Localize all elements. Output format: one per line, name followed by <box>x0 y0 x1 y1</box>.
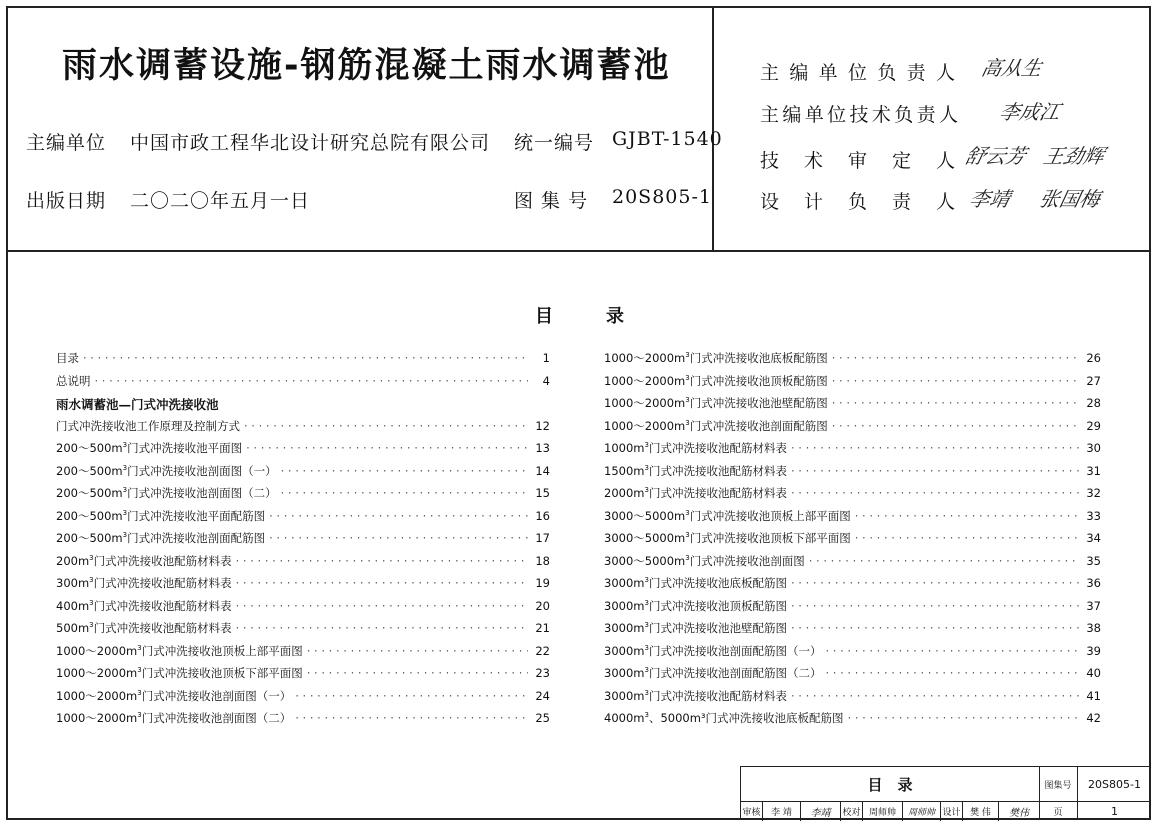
toc-entry-title-unit-exponent: 3 <box>644 441 649 450</box>
toc-entry-title-rest: 门式冲洗接收池顶板配筋图 <box>648 598 787 613</box>
toc-entry-title-volume: 1000～2000m <box>604 351 686 365</box>
toc-entry-title-rest: 门式冲洗接收池底板配筋图 <box>689 351 828 365</box>
toc-entry-title-volume: 3000～5000m <box>604 508 686 523</box>
toc-dot-leader <box>832 396 1079 410</box>
toc-entry-title <box>604 620 787 636</box>
toc-entry-title-volume: 200～500m <box>56 441 123 455</box>
toc-entry-title-rest: 门式冲洗接收池顶板下部平面图 <box>689 531 851 545</box>
toc-entry-title <box>604 350 828 366</box>
toc-dot-leader <box>855 531 1079 545</box>
toc-page-number: 20 <box>535 598 550 613</box>
toc-entry-title-volume: 3000m <box>604 666 645 680</box>
toc-entry-title-volume: 1000～2000m <box>56 711 138 725</box>
toc-entry-title-unit-exponent: 3 <box>644 666 649 675</box>
code-label: 统一编号 <box>514 132 595 154</box>
tb-review-signature: 李靖 <box>801 801 841 821</box>
toc-entry-title-unit-exponent: 3 <box>137 711 142 720</box>
toc-entry-title-volume: 3000m <box>604 688 645 703</box>
toc-entry-title-rest: 门式冲洗接收池剖面配筋图（一） <box>648 643 822 658</box>
toc-entry <box>604 418 1101 441</box>
toc-entry <box>56 485 550 508</box>
responsible-row <box>760 100 958 127</box>
tb-page-value: 1 <box>1111 804 1118 818</box>
toc-entry-title-volume: 1000～2000m <box>56 688 138 703</box>
toc-entry-title-rest: 门式冲洗接收池配筋材料表 <box>93 576 232 590</box>
toc-dot-leader <box>855 509 1079 523</box>
toc-page-number: 31 <box>1086 463 1101 478</box>
toc-entry <box>56 508 550 531</box>
toc-entry <box>604 643 1101 666</box>
toc-entry-title <box>604 418 828 434</box>
toc-entry-title-unit-exponent: 3 <box>685 396 690 405</box>
toc-entry-title <box>56 530 265 546</box>
toc-entry-title-unit-exponent: 3 <box>644 643 649 652</box>
tb-check-label: 校对 <box>841 801 863 821</box>
toc-entry-title-volume: 200～500m <box>56 463 123 478</box>
tb-review-label: 审核 <box>741 801 763 821</box>
toc-entry <box>604 350 1101 373</box>
toc-page-number: 37 <box>1086 598 1101 613</box>
toc-page-number: 27 <box>1086 373 1101 388</box>
toc-dot-leader <box>236 599 528 613</box>
toc-entry <box>604 688 1101 711</box>
responsible-label: 主编单位负责人 <box>760 62 955 84</box>
toc-entry <box>604 373 1101 396</box>
toc-entry <box>604 440 1101 463</box>
toc-entry <box>56 598 550 621</box>
tb-check-name: 周师帅 <box>863 801 903 821</box>
toc-heading-char: 录 <box>606 306 624 327</box>
toc-dot-leader <box>236 621 528 635</box>
toc-entry-title-rest: 、5000m³门式冲洗接收池底板配筋图 <box>648 711 844 725</box>
toc-entry-title-rest: 门式冲洗接收池配筋材料表 <box>93 598 232 613</box>
toc-entry-title-unit-exponent: 3 <box>685 418 690 427</box>
toc-entry-title-rest: 门式冲洗接收池底板配筋图 <box>648 576 787 590</box>
toc-page-number: 24 <box>535 688 550 703</box>
responsible-row <box>760 58 955 85</box>
toc-entry-title <box>56 665 303 681</box>
toc-page-number: 40 <box>1086 666 1101 680</box>
responsible-row <box>760 146 955 173</box>
toc-page-number: 13 <box>535 441 550 455</box>
toc-dot-leader <box>236 554 528 568</box>
toc-dot-leader <box>307 644 528 658</box>
title-block <box>740 766 1151 820</box>
toc-entry-title <box>604 485 787 501</box>
toc-entry-title-volume: 3000m <box>604 621 645 635</box>
toc-entry-title-unit-exponent: 3 <box>644 688 649 697</box>
toc-page-number: 36 <box>1086 576 1101 590</box>
toc-entry-title <box>56 643 303 659</box>
toc-entry <box>604 395 1101 418</box>
toc-page-number: 29 <box>1086 418 1101 433</box>
toc-entry-title-volume: 1000～2000m <box>604 396 686 410</box>
toc-entry-title-rest: 门式冲洗接收池平面图 <box>127 441 243 455</box>
toc-page-number: 21 <box>535 621 550 635</box>
toc-page-number: 18 <box>535 553 550 568</box>
toc-entry-title-unit-exponent: 3 <box>685 351 690 360</box>
toc-page-number: 4 <box>542 373 550 388</box>
toc-dot-leader <box>281 486 528 500</box>
toc-entry-title: 总说明 <box>56 373 91 388</box>
toc-page-number: 35 <box>1086 553 1101 568</box>
tb-design-signature: 樊伟 <box>1009 807 1029 819</box>
toc-page-number: 28 <box>1086 396 1101 410</box>
toc-entry-title <box>56 440 242 456</box>
toc-entry <box>604 598 1101 621</box>
toc-entry <box>56 665 550 688</box>
toc-section-heading <box>56 395 550 418</box>
toc-page-number: 33 <box>1086 508 1101 523</box>
toc-dot-leader <box>244 419 528 433</box>
toc-entry-title-rest: 门式冲洗接收池顶板下部平面图 <box>141 666 303 680</box>
signature: 李靖 <box>967 187 1013 211</box>
atlas-label: 图 集 号 <box>514 190 589 212</box>
toc-entry-title-unit-exponent: 3 <box>122 486 128 495</box>
toc-dot-leader <box>307 666 528 680</box>
toc-dot-leader <box>825 644 1079 658</box>
toc-entry-title <box>604 395 828 411</box>
tb-title: 目 录 <box>867 775 913 794</box>
atlas-value: 20S805-1 <box>612 186 712 208</box>
toc-entry-title-rest: 门式冲洗接收池配筋材料表 <box>648 486 787 500</box>
toc-entry <box>604 485 1101 508</box>
toc-entry-title <box>604 710 844 726</box>
toc-page-number: 38 <box>1086 621 1101 635</box>
toc-dot-leader <box>791 576 1079 590</box>
toc-entry <box>56 418 550 441</box>
toc-entry-title-volume: 500m <box>56 621 90 635</box>
toc-heading-char: 目 <box>535 306 553 327</box>
toc-entry-title-volume: 3000m <box>604 598 645 613</box>
toc-dot-leader <box>809 554 1079 568</box>
toc-entry-title-volume: 200～500m <box>56 508 123 523</box>
toc-entry-title-rest: 门式冲洗接收池剖面图 <box>689 553 805 568</box>
toc-entry-title-unit-exponent: 3 <box>644 576 649 585</box>
toc-entry-title-unit-exponent: 3 <box>122 463 128 472</box>
signature: 张国梅 <box>1037 187 1103 211</box>
toc-dot-leader <box>832 419 1079 433</box>
toc-page-number: 19 <box>535 576 550 590</box>
toc-entry-title-volume: 4000m <box>604 711 645 725</box>
toc-dot-leader <box>95 374 529 388</box>
date-value: 二〇二〇年五月一日 <box>130 190 311 212</box>
toc-dot-leader <box>791 486 1079 500</box>
toc-dot-leader <box>825 666 1079 680</box>
toc-entry-title-unit-exponent: 3 <box>137 666 142 675</box>
toc-entry <box>56 688 550 711</box>
toc-entry-title-unit-exponent: 3 <box>685 508 690 517</box>
toc-page-number: 42 <box>1086 711 1101 725</box>
toc-entry <box>604 553 1101 576</box>
tb-atlas-value: 20S805-1 <box>1088 777 1141 791</box>
toc-entry-title <box>604 373 828 389</box>
toc-entry-title-unit-exponent: 3 <box>644 711 649 720</box>
toc-entry-title-unit-exponent: 3 <box>685 373 690 382</box>
toc-entry-title <box>604 598 787 614</box>
toc-entry-title-unit-exponent: 3 <box>122 441 128 450</box>
code-value: GJBT-1540 <box>612 128 723 150</box>
toc-entry-title-unit-exponent: 3 <box>122 508 128 517</box>
toc-entry-title-rest: 门式冲洗接收池剖面配筋图 <box>127 531 266 545</box>
toc-entry-title-rest: 门式冲洗接收池配筋材料表 <box>93 621 232 635</box>
toc-entry-title-rest: 门式冲洗接收池剖面图（二） <box>141 711 292 725</box>
tb-atlas-label: 图集号 <box>1044 780 1072 791</box>
toc-page-number: 14 <box>535 463 550 478</box>
toc-entry-title-rest: 门式冲洗接收池配筋材料表 <box>93 553 232 568</box>
toc-entry <box>604 530 1101 553</box>
toc-entry <box>604 665 1101 688</box>
toc-entry <box>604 620 1101 643</box>
date-label: 出版日期 <box>26 190 107 212</box>
toc-entry-title <box>56 553 232 569</box>
toc-entry-title <box>604 508 851 524</box>
toc-entry-title-volume: 3000m <box>604 643 645 658</box>
toc-entry-title-volume: 1500m <box>604 463 645 478</box>
toc-entry <box>56 373 550 396</box>
toc-dot-leader <box>791 599 1079 613</box>
toc-entry-title-volume: 200～500m <box>56 486 123 500</box>
toc-entry-title-volume: 3000～5000m <box>604 531 686 545</box>
toc-entry-title-rest: 门式冲洗接收池池壁配筋图 <box>689 396 828 410</box>
toc-entry-title-volume: 1000～2000m <box>56 666 138 680</box>
toc-dot-leader <box>791 621 1079 635</box>
toc-entry-title-volume: 1000～2000m <box>604 418 686 433</box>
toc-entry-title-volume: 3000～5000m <box>604 553 686 568</box>
toc-entry-title <box>56 620 232 636</box>
toc-entry-title: 门式冲洗接收池工作原理及控制方式 <box>56 418 240 433</box>
toc-entry-title-volume: 1000～2000m <box>56 643 138 658</box>
toc-page-number: 23 <box>535 666 550 680</box>
toc-dot-leader <box>848 711 1079 725</box>
toc-entry-title-rest: 门式冲洗接收池剖面图（一） <box>127 463 277 478</box>
toc-entry <box>604 575 1101 598</box>
toc-entry-title-unit-exponent: 3 <box>644 621 649 630</box>
toc-dot-leader <box>281 464 528 478</box>
toc-entry-title-rest: 门式冲洗接收池剖面图（二） <box>127 486 277 500</box>
toc-entry-title <box>604 665 821 681</box>
toc-dot-leader <box>295 689 528 703</box>
toc-entry-title-unit-exponent: 3 <box>137 643 142 652</box>
tb-design-name: 樊 伟 <box>963 801 999 821</box>
toc-entry <box>56 643 550 666</box>
toc-page-number: 34 <box>1086 531 1101 545</box>
signature: 舒云芳 <box>963 144 1029 168</box>
toc-entry-title-volume: 200～500m <box>56 531 123 545</box>
toc-dot-leader <box>832 351 1079 365</box>
toc-entry-title <box>604 463 787 479</box>
toc-page-number: 25 <box>535 711 550 725</box>
toc-entry-title-volume: 400m <box>56 598 90 613</box>
toc-entry-title-unit-exponent: 3 <box>89 553 94 562</box>
atlas-title: 雨水调蓄设施-钢筋混凝土雨水调蓄池 <box>62 46 671 86</box>
toc-dot-leader <box>791 689 1079 703</box>
toc-entry <box>604 710 1101 733</box>
toc-entry <box>56 553 550 576</box>
toc-page-number: 1 <box>542 351 550 365</box>
signature: 李成江 <box>997 100 1063 124</box>
toc-dot-leader <box>269 509 528 523</box>
toc-entry-title <box>56 463 277 479</box>
toc-entry-title: 目录 <box>56 351 79 365</box>
toc-entry-title-unit-exponent: 3 <box>644 598 649 607</box>
toc-entry-title-unit-exponent: 3 <box>137 688 142 697</box>
toc-entry-title-unit-exponent: 3 <box>122 531 128 540</box>
toc-entry <box>56 350 550 373</box>
responsible-row <box>760 187 955 214</box>
toc-dot-leader <box>791 464 1079 478</box>
toc-entry-title-volume: 2000m <box>604 486 645 500</box>
toc-entry-title <box>604 575 787 591</box>
toc-page-number: 15 <box>535 486 550 500</box>
toc-page-number: 32 <box>1086 486 1101 500</box>
toc-entry-title-rest: 门式冲洗接收池顶板上部平面图 <box>689 508 851 523</box>
toc-entry <box>604 508 1101 531</box>
toc-page-number: 16 <box>535 508 550 523</box>
org-label: 主编单位 <box>26 132 107 154</box>
toc-entry-title-volume: 1000～2000m <box>604 373 686 388</box>
toc-entry-title <box>604 440 787 456</box>
signature: 王劲辉 <box>1041 144 1107 168</box>
toc-entry-title-volume: 3000m <box>604 576 645 590</box>
toc-entry-title-rest: 门式冲洗接收池池壁配筋图 <box>648 621 787 635</box>
tb-check-signature: 周师帅 <box>903 801 941 821</box>
toc-entry <box>56 440 550 463</box>
toc-entry <box>56 575 550 598</box>
toc-entry <box>56 530 550 553</box>
toc-entry <box>604 463 1101 486</box>
toc-entry-title-rest: 门式冲洗接收池配筋材料表 <box>648 441 787 455</box>
responsible-label: 设计负责人 <box>760 191 955 213</box>
toc-dot-leader <box>83 351 528 365</box>
toc-entry-title-volume: 200m <box>56 553 90 568</box>
responsible-label: 技术审定人 <box>760 150 955 172</box>
toc-entry-title-rest: 门式冲洗接收池顶板上部平面图 <box>141 643 303 658</box>
toc-entry-title-rest: 门式冲洗接收池顶板配筋图 <box>689 373 828 388</box>
toc-entry-title-rest: 门式冲洗接收池剖面图（一） <box>141 688 292 703</box>
tb-review-name: 李 靖 <box>763 801 801 821</box>
toc-entry-title-unit-exponent: 3 <box>685 553 690 562</box>
header-divider <box>6 250 1151 252</box>
toc-page-number: 39 <box>1086 643 1101 658</box>
toc-entry-title-unit-exponent: 3 <box>89 621 94 630</box>
toc-entry-title <box>56 598 232 614</box>
toc-dot-leader <box>269 531 528 545</box>
toc-entry-title-rest: 门式冲洗接收池平面配筋图 <box>127 508 266 523</box>
toc-entry-title-unit-exponent: 3 <box>89 598 94 607</box>
toc-entry-title <box>604 530 851 546</box>
toc-entry <box>56 620 550 643</box>
toc-page-number: 22 <box>535 643 550 658</box>
toc-page-number: 26 <box>1086 351 1101 365</box>
toc-entry-title <box>604 553 805 569</box>
toc-entry-title <box>56 575 232 591</box>
toc-page-number: 12 <box>535 418 550 433</box>
toc-entry-title <box>604 643 821 659</box>
toc-entry-title-rest: 门式冲洗接收池剖面配筋图 <box>689 418 828 433</box>
toc-dot-leader <box>236 576 528 590</box>
toc-entry-title-rest: 门式冲洗接收池配筋材料表 <box>648 463 787 478</box>
toc-page-number: 41 <box>1086 688 1101 703</box>
toc-entry-title <box>56 688 291 704</box>
toc-entry-title <box>56 485 277 501</box>
toc-entry-title <box>604 688 787 704</box>
toc-entry-title-unit-exponent: 3 <box>644 486 649 495</box>
toc-dot-leader <box>832 374 1079 388</box>
tb-page-label: 页 <box>1053 807 1063 818</box>
toc-entry <box>56 463 550 486</box>
toc-entry <box>56 710 550 733</box>
toc-dot-leader <box>791 441 1079 455</box>
toc-entry-title-volume: 300m <box>56 576 90 590</box>
toc-entry-title-unit-exponent: 3 <box>685 531 690 540</box>
toc-entry-title: 雨水调蓄池—门式冲洗接收池 <box>56 397 219 412</box>
tb-design-label: 设计 <box>941 801 963 821</box>
toc-entry-title <box>56 508 265 524</box>
responsible-label: 主编单位技术负责人 <box>760 104 958 126</box>
toc-dot-leader <box>295 711 528 725</box>
toc-entry-title-rest: 门式冲洗接收池配筋材料表 <box>648 688 787 703</box>
toc-left-column <box>56 350 550 733</box>
toc-entry-title-unit-exponent: 3 <box>89 576 94 585</box>
toc-page-number: 30 <box>1086 441 1101 455</box>
toc-entry-title-rest: 门式冲洗接收池剖面配筋图（二） <box>648 666 822 680</box>
toc-entry-title-unit-exponent: 3 <box>644 463 649 472</box>
signature: 高从生 <box>979 56 1045 80</box>
toc-entry-title <box>56 710 291 726</box>
toc-entry-title-volume: 1000m <box>604 441 645 455</box>
toc-right-column <box>604 350 1101 733</box>
toc-dot-leader <box>246 441 528 455</box>
toc-page-number: 17 <box>535 531 550 545</box>
org-value: 中国市政工程华北设计研究总院有限公司 <box>130 132 491 154</box>
